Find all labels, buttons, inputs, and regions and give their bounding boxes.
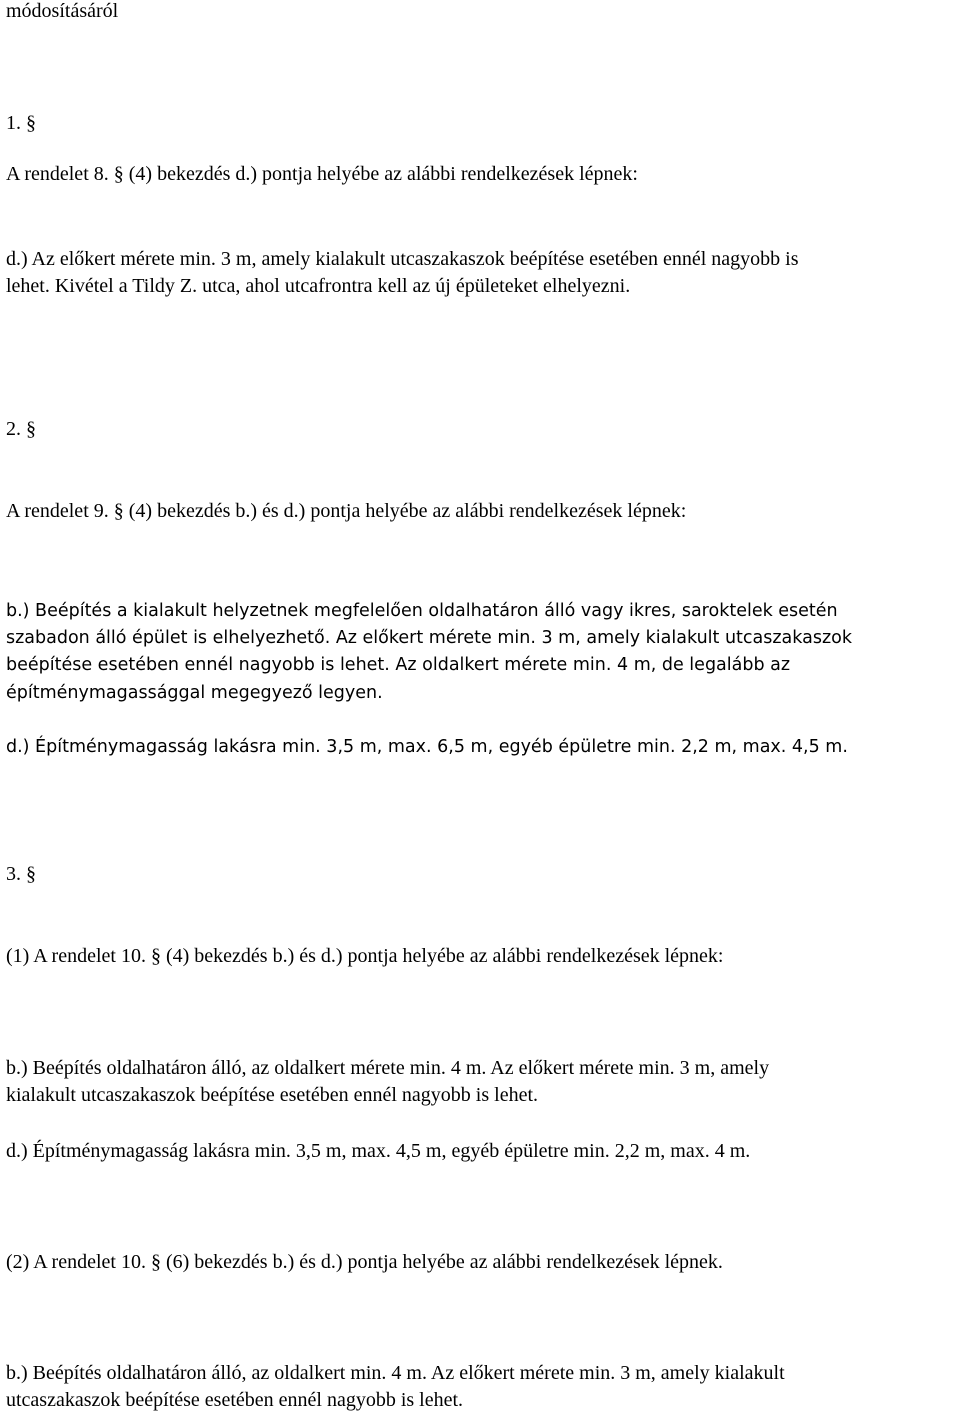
- section-3-paragraph-1-intro: (1) A rendelet 10. § (4) bekezdés b.) és d.) pontja helyébe az alábbi rendelkezések lépnek:: [6, 945, 724, 967]
- section-2-point-d-line-1: d.) Építménymagasság lakásra min. 3,5 m, max. 6,5 m, egyéb épületre min. 2,2 m, max. 4,5 m.: [6, 737, 848, 757]
- section-3-heading: 3. §: [6, 863, 36, 885]
- section-1-intro: A rendelet 8. § (4) bekezdés d.) pontja helyébe az alábbi rendelkezések lépnek:: [6, 163, 638, 185]
- section-2-point-b-line-2: szabadon álló épület is elhelyezhető. Az előkert mérete min. 3 m, amely kialakult utcaszakaszok: [6, 628, 852, 648]
- section-3-paragraph-1-point-b-line-1: b.) Beépítés oldalhatáron álló, az oldalkert mérete min. 4 m. Az előkert mérete min. 3 m, amely: [6, 1057, 770, 1079]
- section-2-point-b-line-1: b.) Beépítés a kialakult helyzetnek megfelelően oldalhatáron álló vagy ikres, saroktelek esetén: [6, 601, 838, 621]
- section-3-paragraph-2-point-b-line-2: utcaszakaszok beépítése esetében ennél nagyobb is lehet.: [6, 1389, 464, 1411]
- section-3-paragraph-1-point-b-line-2: kialakult utcaszakaszok beépítése esetében ennél nagyobb is lehet.: [6, 1084, 539, 1106]
- section-1-point-d-line-1: d.) Az előkert mérete min. 3 m, amely kialakult utcaszakaszok beépítése esetében ennél nagyobb is: [6, 248, 799, 270]
- section-1-point-d-line-2: lehet. Kivétel a Tildy Z. utca, ahol utcafrontra kell az új épületeket elhelyezni.: [6, 275, 631, 297]
- section-2-heading: 2. §: [6, 418, 36, 440]
- section-2-point-b-line-4: építménymagassággal megegyező legyen.: [6, 683, 383, 703]
- section-1-heading: 1. §: [6, 112, 36, 134]
- section-3-paragraph-2-intro: (2) A rendelet 10. § (6) bekezdés b.) és d.) pontja helyébe az alábbi rendelkezések lépnek.: [6, 1251, 723, 1273]
- title-fragment: módosításáról: [6, 0, 119, 22]
- section-3-paragraph-2-point-b-line-1: b.) Beépítés oldalhatáron álló, az oldalkert min. 4 m. Az előkert mérete min. 3 m, amely kialakult: [6, 1362, 785, 1384]
- section-3-paragraph-1-point-d-line-1: d.) Építménymagasság lakásra min. 3,5 m, max. 4,5 m, egyéb épületre min. 2,2 m, max. 4 m.: [6, 1140, 751, 1162]
- section-2-point-b-line-3: beépítése esetében ennél nagyobb is lehet. Az oldalkert mérete min. 4 m, de legalább az: [6, 655, 791, 675]
- section-2-intro: A rendelet 9. § (4) bekezdés b.) és d.) pontja helyébe az alábbi rendelkezések lépnek:: [6, 500, 687, 522]
